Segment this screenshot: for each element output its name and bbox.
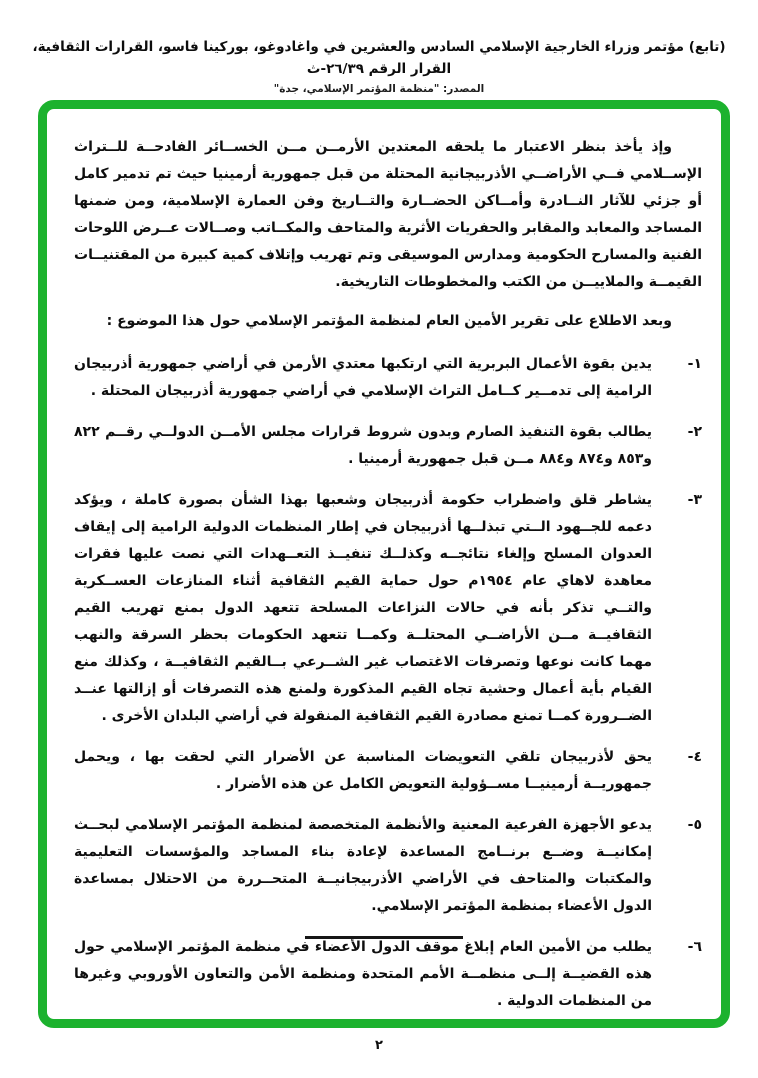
document-title: (تابع) مؤتمر وزراء الخارجية الإسلامي السادس والعشرين في واغادوغو، بوركينا فاسو، القرارات الثقافية، القرار الرقم ٢٦/٣٩-ث (32, 39, 726, 77)
item-text: يدعو الأجهزة الفرعية المعنية والأنظمة المتخصصة لمنظمة المؤتمر الإسلامي لبحــث إمكانيــة وضــع برنــامج المساعدة لإعادة بناء المساجد والمؤسسات التعليمية والمكتبات والمتاحف في الأراضي الأذربيجانيــة المتحــررة من الاحتلال بمساعدة الدول الأعضاء بمنظمة المؤتمر الإسلامي. (74, 817, 652, 914)
list-item (74, 744, 702, 798)
page-number: ٢ (375, 1038, 383, 1053)
item-number: ٣- (687, 492, 702, 508)
list-item (74, 812, 702, 920)
content-frame (38, 100, 730, 1028)
item-number: ٦- (687, 939, 702, 955)
list-item (74, 934, 702, 1010)
item-text: يحق لأذربيجان تلقي التعويضات المناسبة عن الأضرار التي لحقت بها ، ويحمل جمهوريــة أرمينيــا مســؤولية التعويض الكامل عن هذه الأضرار . (74, 749, 652, 792)
list-item (74, 487, 702, 730)
list-item (74, 419, 702, 473)
signature-divider (305, 936, 463, 939)
page-header (0, 36, 758, 95)
item-text: يدين بقوة الأعمال البربرية التي ارتكبها معتدي الأرمن في أراضي جمهورية أذربيجان الرامية إلى تدمــير كــامل التراث الإسلامي في أراضي جمهورية أذربيجان المحتلة . (74, 356, 652, 399)
item-number: ٥- (687, 817, 702, 833)
resolution-body (56, 118, 712, 1010)
after-report-paragraph: وبعد الاطلاع على تقرير الأمين العام لمنظمة المؤتمر الإسلامي حول هذا الموضوع : (106, 313, 672, 329)
item-text: يشاطر قلق واضطراب حكومة أذربيجان وشعبها بهذا الشأن بصورة كاملة ، ويؤكد دعمه للجــهود الــتي تبذلــها أذربيجان في إطار المنظمات الدولية الرامية إلى إيقاف العدوان المسلح وإلغاء نتائجــه وكذلــك تنفيــذ التعــهدات التي نصت عليها فقرات معاهدة لاهاي عام ١٩٥٤م حول حماية القيم الثقافية أثناء المنازعات العســكرية والتــي تذكر بأنه في حالات النزاعات المسلحة تتعهد الدول بمنع تهريب القيم الثقافيــة مــن الأراضــي المحتلــة وكمــا تتعهد الحكومات بحظر السرقة والنهب مهما كانت نوعها وتصرفات الاغتصاب غير الشــرعي بــالقيم الثقافيــة ، وكذلك منع القيام بأية أعمال وحشية تجاه القيم المذكورة ولمنع هذه التصرفات أو إزالتها عنــد الضــرورة كمــا تمنع مصادرة القيم الثقافية المنقولة في أراضي البلدان الأخرى . (74, 492, 652, 724)
item-number: ٢- (687, 424, 702, 440)
list-item (74, 351, 702, 405)
item-number: ١- (687, 356, 702, 372)
source-line: المصدر: "منظمة المؤتمر الإسلامي، جدة" (273, 83, 485, 95)
resolution-items (74, 351, 702, 1010)
item-number: ٤- (687, 749, 702, 765)
preamble-paragraph: وإذ يأخذ بنظر الاعتبار ما يلحقه المعتدين الأرمــن مــن الخســائر الفادحــة للــتراث الإســلامي فــي الأراضــي الأذربيجانية المحتلة من قبل جمهورية أرمينيا حيث تم تدمير كامل أو جزئي للآثار النــادرة وأمــاكن الحضــارة والتــاريخ وفن العمارة الإسلامية، ومن ضمنها المساجد والمعابد والمقابر والحفريات الأثرية والمتاحف والمكــاتب وصــالات عــرض اللوحات الفنية والمسارح الحكومية ومدارس الموسيقى وتم تهريب وإتلاف كمية كبيرة من المقتنيــات القيمــة والملاييــن من الكتب والمخطوطات التاريخية. (74, 139, 702, 290)
item-text: يطلب من الأمين العام إبلاغ موقف الدول الأعضاء في منظمة المؤتمر الإسلامي حول هذه القضيــة إلــى منظمــة الأمم المتحدة ومنظمة الأمن والتعاون الأوروبي وغيرها من المنظمات الدولية . (74, 939, 652, 1009)
item-text: يطالب بقوة التنفيذ الصارم وبدون شروط قرارات مجلس الأمــن الدولــي رقــم ٨٢٢ و٨٥٣ و٨٧٤ و٨٨٤ مــن قبل جمهورية أرمينيا . (74, 424, 652, 467)
